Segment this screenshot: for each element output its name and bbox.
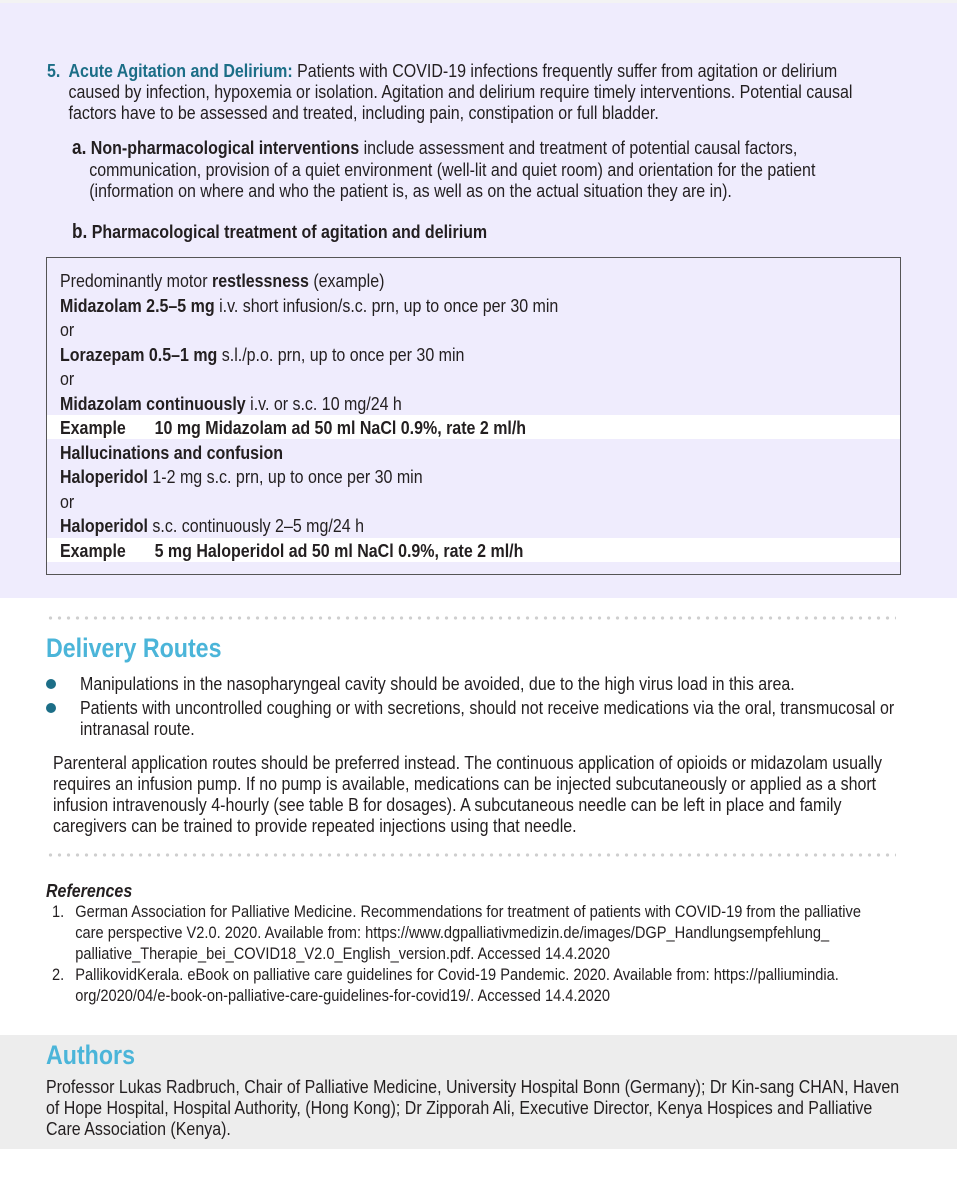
paragraph-line: infusion intravenously 4-hourly (see table B for dosages). A subcutaneous needle can be left in place and family — [53, 794, 842, 815]
row-text-post: s.c. continuously 2–5 mg/24 h — [147, 515, 364, 536]
section-text-line: Patients with COVID-19 infections frequently suffer from agitation or delirium — [292, 60, 838, 81]
table-row — [47, 317, 900, 341]
subsection-text: (information on where and who the patient is, as well as on the actual situation they are in). — [89, 180, 732, 201]
subsection-b-pharmacological — [72, 221, 555, 243]
example-label: Example — [60, 417, 126, 438]
row-text — [60, 295, 558, 316]
example-text: 10 mg Midazolam ad 50 ml NaCl 0.9%, rate 2 ml/h — [154, 417, 527, 438]
row-text-post: (example) — [308, 270, 385, 291]
authors-line: of Hope Hospital, Hospital Authority, (Hong Kong); Dr Zipporah Ali, Executive Director, Kenya Hospices and Palliative — [46, 1097, 873, 1118]
table-row — [47, 440, 900, 464]
row-text — [60, 368, 74, 389]
row-text — [60, 442, 283, 463]
subsection-text: communication, provision of a quiet environment (well-lit and quiet room) and orientation for the patient — [89, 159, 816, 180]
table-row — [47, 489, 900, 513]
example-label: Example — [60, 540, 126, 561]
table-row — [47, 464, 900, 488]
row-text-bold: Lorazepam 0.5–1 mg — [60, 344, 218, 365]
row-text-post: i.v. or s.c. 10 mg/24 h — [245, 393, 402, 414]
delivery-bullet — [80, 673, 911, 694]
row-text — [60, 540, 523, 561]
paragraph-line: Parenteral application routes should be preferred instead. The continuous application of opioids or midazolam usually — [53, 752, 883, 773]
reference-number: 1. — [52, 902, 65, 921]
section-number: 5. — [47, 60, 61, 81]
references-heading — [46, 880, 146, 901]
reference-text: German Association for Palliative Medicine. Recommendations for treatment of patients with COVID-19 from the palliative — [75, 902, 861, 921]
subsection-text: include assessment and treatment of potential causal factors, — [359, 137, 798, 158]
row-text — [60, 466, 423, 487]
authors-line: Care Association (Kenya). — [46, 1118, 231, 1139]
row-text-bold: Midazolam continuously — [60, 393, 246, 414]
dotted-divider — [46, 853, 896, 857]
authors-line: Professor Lukas Radbruch, Chair of Palliative Medicine, University Hospital Bonn (Germany); Dr Kin-sang CHAN, Haven — [46, 1076, 900, 1097]
table-row — [47, 366, 900, 390]
bullet-icon — [46, 679, 56, 689]
table-row — [47, 391, 900, 415]
bullet-text: Manipulations in the nasopharyngeal cavity should be avoided, due to the high virus load in this area. — [80, 673, 795, 694]
reference-text: PallikovidKerala. eBook on palliative care guidelines for Covid-19 Pandemic. 2020. Available from: https://palliumindia. — [75, 965, 839, 984]
row-text-bold: Hallucinations and confusion — [60, 442, 283, 463]
subsection-label: a. — [72, 137, 87, 159]
row-text-pre: Predominantly motor — [60, 270, 212, 291]
row-text — [60, 515, 364, 536]
reference-text: org/2020/04/e-book-on-palliative-care-guidelines-for-covid19/. Accessed 14.4.2020 — [75, 986, 610, 1005]
row-text-post: s.l./p.o. prn, up to once per 30 min — [217, 344, 465, 365]
row-text-post: 1-2 mg s.c. prn, up to once per 30 min — [147, 466, 423, 487]
reference-text: palliative_Therapie_bei_COVID18_V2.0_English_version.pdf. Accessed 14.4.2020 — [75, 944, 611, 963]
dotted-divider — [46, 616, 896, 620]
bullet-text: Patients with uncontrolled coughing or with secretions, should not receive medications via the oral, transmucosal or — [80, 697, 895, 718]
authors-heading: Authors — [46, 1040, 136, 1070]
row-text-bold: Haloperidol — [60, 515, 148, 536]
row-text — [60, 491, 74, 512]
section-text-line: caused by infection, hypoxemia or isolation. Agitation and delirium require timely interventions. Potential causal — [68, 81, 853, 102]
paragraph-line: caregivers can be trained to provide repeated injections using that needle. — [53, 815, 577, 836]
example-row — [47, 538, 900, 562]
example-text: 5 mg Haloperidol ad 50 ml NaCl 0.9%, rate 2 ml/h — [154, 540, 524, 561]
authors-text — [46, 1076, 957, 1139]
reference-number: 2. — [52, 965, 65, 984]
bullet-icon — [46, 703, 56, 713]
subsection-a-non-pharmacological — [72, 137, 936, 201]
reference-item-1 — [52, 901, 957, 964]
delivery-routes-heading: Delivery Routes — [46, 633, 222, 663]
delivery-bullet — [80, 697, 957, 739]
reference-text: care perspective V2.0. 2020. Available from: https://www.dgpalliativmedizin.de/images/DGP_Handlungsempfehlung_ — [75, 923, 830, 942]
row-text-bold: Midazolam 2.5–5 mg — [60, 295, 215, 316]
subsection-label: b. — [72, 221, 88, 243]
section-5-agitation-delirium — [47, 60, 957, 123]
section-title: Acute Agitation and Delirium: — [68, 60, 293, 81]
row-text-bold: Haloperidol — [60, 466, 148, 487]
table-row — [47, 293, 900, 317]
row-text — [60, 344, 464, 365]
row-text — [60, 319, 74, 340]
references-heading-text: References — [46, 880, 133, 901]
example-row — [47, 415, 900, 439]
dosage-table — [46, 257, 901, 575]
delivery-paragraph — [53, 752, 957, 836]
table-row — [47, 342, 900, 366]
row-text — [60, 270, 384, 291]
table-row — [47, 268, 900, 292]
subsection-title: Pharmacological treatment of agitation and delirium — [87, 221, 488, 242]
reference-item-2 — [52, 964, 957, 1006]
row-text-bold: restlessness — [211, 270, 309, 291]
table-row — [47, 513, 900, 537]
bullet-text: intranasal route. — [80, 718, 195, 739]
row-text-pre: or — [60, 368, 75, 389]
row-text-post: i.v. short infusion/s.c. prn, up to once per 30 min — [214, 295, 559, 316]
row-text-pre: or — [60, 319, 75, 340]
subsection-title: Non-pharmacological interventions — [86, 137, 360, 158]
row-text — [60, 393, 402, 414]
paragraph-line: requires an infusion pump. If no pump is available, medications can be injected subcutaneously or applied as a short — [53, 773, 877, 794]
row-text-pre: or — [60, 491, 75, 512]
row-text — [60, 417, 526, 438]
section-text-line: factors have to be assessed and treated, including pain, constipation or full bladder. — [68, 102, 659, 123]
